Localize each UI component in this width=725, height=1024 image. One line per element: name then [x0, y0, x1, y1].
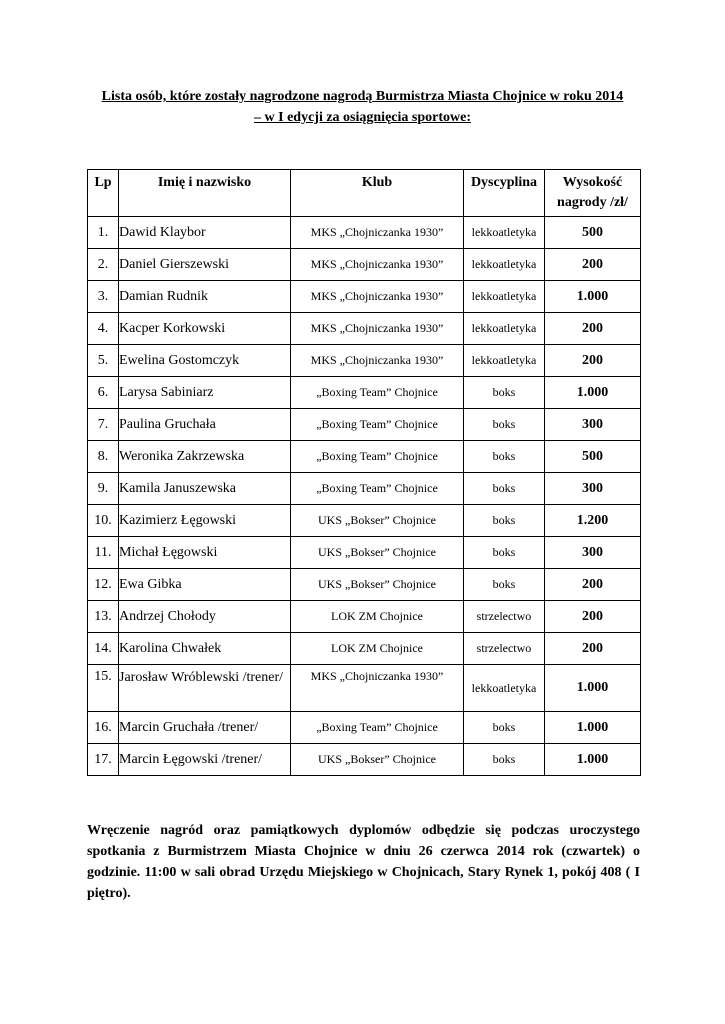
- row-discipline: strzelectwo: [464, 601, 545, 633]
- header-name: Imię i nazwisko: [119, 170, 291, 217]
- row-amount: 200: [545, 633, 641, 665]
- row-club: MKS „Chojniczanka 1930”: [291, 313, 464, 345]
- header-club: Klub: [291, 170, 464, 217]
- row-amount: 1.000: [545, 377, 641, 409]
- row-club: UKS „Bokser” Chojnice: [291, 569, 464, 601]
- table-row: [88, 217, 641, 249]
- row-club: MKS „Chojniczanka 1930”: [291, 249, 464, 281]
- table-row: [88, 377, 641, 409]
- header-lp: Lp: [88, 170, 119, 217]
- header-amount-line-2: nagrody /zł/: [557, 195, 628, 210]
- table-row: [88, 712, 641, 744]
- row-amount: 200: [545, 345, 641, 377]
- header-discipline: Dyscyplina: [464, 170, 545, 217]
- table-row: [88, 345, 641, 377]
- row-name: Michał Łęgowski: [119, 537, 291, 569]
- awards-table: [87, 169, 641, 776]
- row-discipline: lekkoatletyka: [464, 281, 545, 313]
- row-discipline: lekkoatletyka: [464, 345, 545, 377]
- row-club: MKS „Chojniczanka 1930”: [291, 281, 464, 313]
- row-lp: 4.: [88, 313, 119, 345]
- row-lp: 10.: [88, 505, 119, 537]
- row-name: Ewa Gibka: [119, 569, 291, 601]
- row-name: Kacper Korkowski: [119, 313, 291, 345]
- row-amount: 200: [545, 601, 641, 633]
- row-name: Marcin Gruchała /trener/: [119, 712, 291, 744]
- row-lp: 8.: [88, 441, 119, 473]
- row-club: „Boxing Team” Chojnice: [291, 473, 464, 505]
- row-amount: 1.200: [545, 505, 641, 537]
- table-header-row: [88, 170, 641, 217]
- header-amount: [545, 170, 641, 217]
- row-name: Ewelina Gostomczyk: [119, 345, 291, 377]
- row-lp: 1.: [88, 217, 119, 249]
- table-row: [88, 633, 641, 665]
- row-amount: 1.000: [545, 744, 641, 776]
- row-name: Damian Rudnik: [119, 281, 291, 313]
- row-club: „Boxing Team” Chojnice: [291, 409, 464, 441]
- row-lp: 6.: [88, 377, 119, 409]
- row-discipline: boks: [464, 473, 545, 505]
- table-row: [88, 505, 641, 537]
- row-name: Weronika Zakrzewska: [119, 441, 291, 473]
- row-amount: 300: [545, 409, 641, 441]
- row-discipline: boks: [464, 505, 545, 537]
- row-lp: 2.: [88, 249, 119, 281]
- row-lp: 13.: [88, 601, 119, 633]
- row-name: Marcin Łęgowski /trener/: [119, 744, 291, 776]
- table-row: [88, 409, 641, 441]
- row-amount: 200: [545, 313, 641, 345]
- row-name: Daniel Gierszewski: [119, 249, 291, 281]
- row-lp: 11.: [88, 537, 119, 569]
- ceremony-note: Wręczenie nagród oraz pamiątkowych dyplomów odbędzie się podczas uroczystego spotkania z Burmistrzem Miasta Chojnice w dniu 26 czerwca 2014 rok (czwartek) o godzinie. 11:00 w sali obrad Urzędu Miejskiego w Chojnicach, Stary Rynek 1, pokój 408 ( I piętro).: [87, 823, 640, 901]
- table-row: [88, 601, 641, 633]
- table-row: [88, 249, 641, 281]
- row-discipline: lekkoatletyka: [464, 249, 545, 281]
- row-discipline: lekkoatletyka: [464, 665, 545, 712]
- row-club: MKS „Chojniczanka 1930”: [291, 217, 464, 249]
- row-club: LOK ZM Chojnice: [291, 601, 464, 633]
- row-amount: 1.000: [545, 712, 641, 744]
- row-discipline: lekkoatletyka: [464, 217, 545, 249]
- row-discipline: boks: [464, 409, 545, 441]
- row-lp: 12.: [88, 569, 119, 601]
- row-discipline: strzelectwo: [464, 633, 545, 665]
- row-amount: 500: [545, 217, 641, 249]
- row-club: UKS „Bokser” Chojnice: [291, 537, 464, 569]
- row-discipline: boks: [464, 744, 545, 776]
- table-row: [88, 665, 641, 712]
- row-discipline: boks: [464, 441, 545, 473]
- row-discipline: boks: [464, 377, 545, 409]
- row-club: UKS „Bokser” Chojnice: [291, 505, 464, 537]
- row-lp: 7.: [88, 409, 119, 441]
- row-amount: 300: [545, 537, 641, 569]
- row-name: Andrzej Chołody: [119, 601, 291, 633]
- row-lp: 5.: [88, 345, 119, 377]
- row-club: LOK ZM Chojnice: [291, 633, 464, 665]
- row-lp: 3.: [88, 281, 119, 313]
- row-lp: 16.: [88, 712, 119, 744]
- table-row: [88, 281, 641, 313]
- row-club: „Boxing Team” Chojnice: [291, 712, 464, 744]
- row-discipline: boks: [464, 712, 545, 744]
- row-lp: 14.: [88, 633, 119, 665]
- row-name: Jarosław Wróblewski /trener/: [119, 665, 291, 712]
- table-row: [88, 537, 641, 569]
- table-row: [88, 569, 641, 601]
- row-name: Dawid Klaybor: [119, 217, 291, 249]
- row-club: „Boxing Team” Chojnice: [291, 377, 464, 409]
- row-discipline: boks: [464, 537, 545, 569]
- row-amount: 200: [545, 249, 641, 281]
- row-name: Kazimierz Łęgowski: [119, 505, 291, 537]
- row-amount: 300: [545, 473, 641, 505]
- table-row: [88, 744, 641, 776]
- row-name: Larysa Sabiniarz: [119, 377, 291, 409]
- row-club: MKS „Chojniczanka 1930”: [291, 345, 464, 377]
- row-club: „Boxing Team” Chojnice: [291, 441, 464, 473]
- row-name: Paulina Gruchała: [119, 409, 291, 441]
- row-lp: 17.: [88, 744, 119, 776]
- row-amount: 1.000: [545, 665, 641, 712]
- row-discipline: lekkoatletyka: [464, 313, 545, 345]
- row-amount: 200: [545, 569, 641, 601]
- document-title: [60, 86, 665, 128]
- row-amount: 500: [545, 441, 641, 473]
- table-row: [88, 313, 641, 345]
- header-amount-line-1: Wysokość: [562, 175, 623, 190]
- row-club: MKS „Chojniczanka 1930”: [291, 665, 464, 712]
- row-discipline: boks: [464, 569, 545, 601]
- row-name: Kamila Januszewska: [119, 473, 291, 505]
- row-amount: 1.000: [545, 281, 641, 313]
- row-lp: 15.: [88, 665, 119, 712]
- row-club: UKS „Bokser” Chojnice: [291, 744, 464, 776]
- row-name: Karolina Chwałek: [119, 633, 291, 665]
- table-row: [88, 441, 641, 473]
- title-line-2: – w I edycji za osiągnięcia sportowe:: [254, 110, 471, 125]
- table-row: [88, 473, 641, 505]
- row-lp: 9.: [88, 473, 119, 505]
- title-line-1: Lista osób, które zostały nagrodzone nagrodą Burmistrza Miasta Chojnice w roku 2014: [101, 89, 624, 104]
